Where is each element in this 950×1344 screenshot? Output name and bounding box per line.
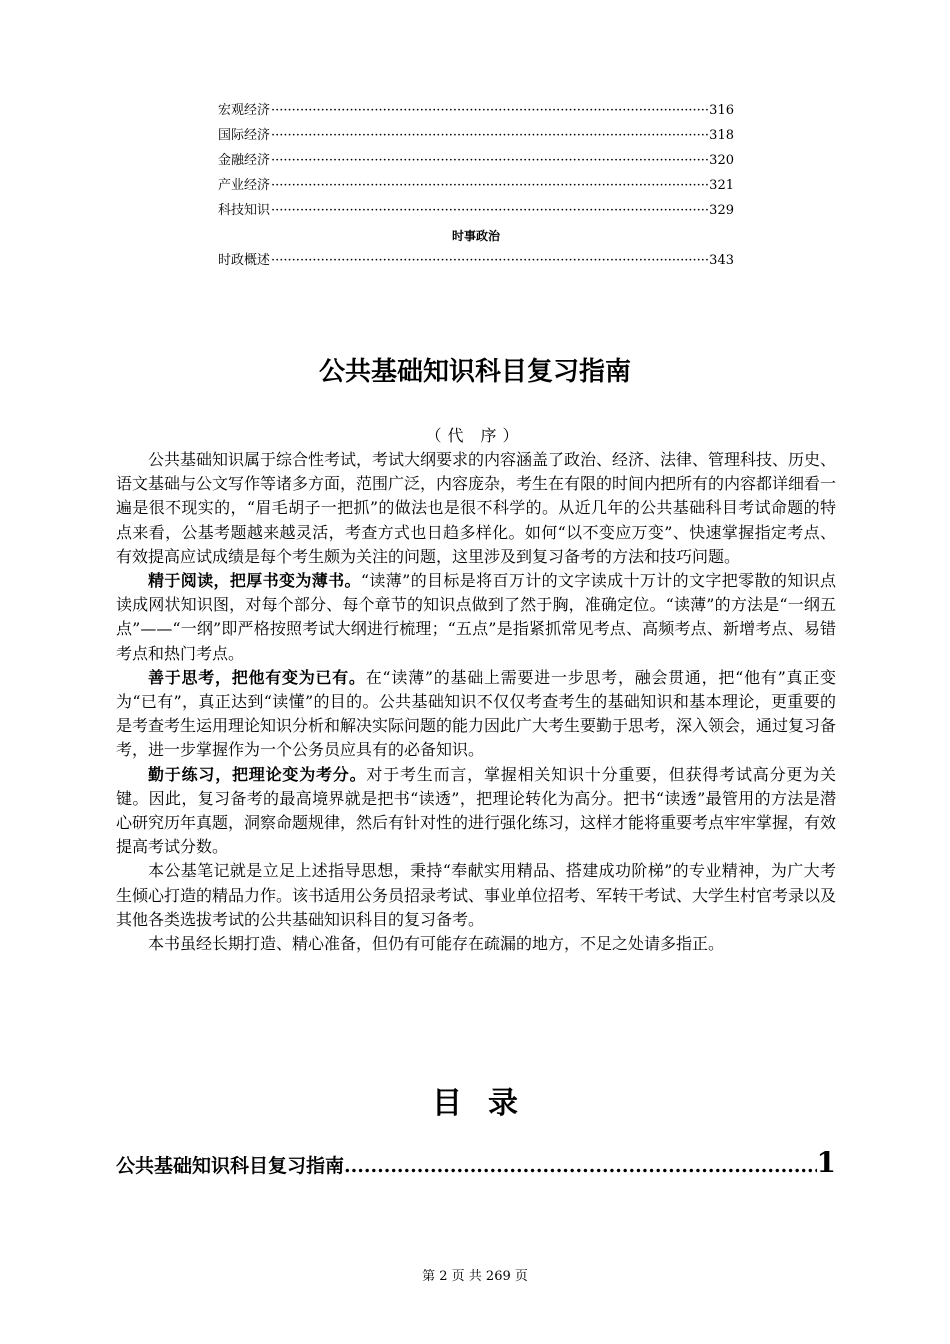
- paragraph-text: 公共基础知识属于综合性考试，考试大纲要求的内容涵盖了政治、经济、法律、管理科技、历史、语文基础与公文写作等诸多方面，范围广泛，内容庞杂，考生在有限的时间内把所有的内容都详细看一遍是很不现实的，“眉毛胡子一把抓”的做法也是很不科学的。从近几年的公共基础科目考试命题的特点来看，公基考题越来越灵活，考查方式也日趋多样化。如何“以不变应万变”、快速掌握指定考点、有效提高应试成绩是每个考生颇为关注的问题，这里涉及到复习备考的方法和技巧问题。: [116, 450, 837, 566]
- paragraph: [116, 666, 836, 763]
- toc-entry-label: 科技知识: [218, 203, 271, 218]
- toc-entry-label: 产业经济: [218, 178, 271, 193]
- toc-leader-dots: [271, 252, 708, 270]
- page-footer: 第 2 页 共 269 页: [422, 1269, 528, 1284]
- toc-entry-label: 宏观经济: [218, 103, 271, 118]
- toc-entry[interactable]: [218, 102, 734, 127]
- toc-main-page: 1: [816, 1146, 836, 1179]
- toc-entry-page: 343: [709, 253, 734, 268]
- paragraph-lead: 勤于练习，把理论变为考分。: [148, 764, 367, 784]
- toc-entry[interactable]: [218, 202, 734, 227]
- paragraph: [116, 859, 836, 932]
- toc-section-heading: 时事政治: [451, 229, 500, 243]
- page-title: 公共基础知识科目复习指南: [318, 357, 631, 387]
- paragraph-text: 对于考生而言，掌握相关知识十分重要，但获得考试高分更为关键。因此，复习备考的最高境界就是把书“读透”，把理论转化为高分。把书“读透”最管用的方法是潜心研究历年真题，洞察命题规律，然后有针对性的进行强化练习，这样才能将重要考点牢牢掌握，有效提高考试分数。: [116, 764, 837, 857]
- toc-entry[interactable]: [218, 152, 734, 177]
- toc-entry-page: 316: [709, 103, 734, 118]
- toc-leader-dots: [271, 202, 708, 220]
- toc-heading: 目录: [432, 1086, 544, 1121]
- toc-top-list: [218, 102, 734, 277]
- body-text: [116, 448, 836, 956]
- toc-main-label: 公共基础知识科目复习指南: [116, 1155, 345, 1177]
- toc-entry-label: 时政概述: [218, 253, 271, 268]
- paragraph-lead: 善于思考，把他有变为已有。: [148, 667, 366, 687]
- paragraph-lead: 精于阅读，把厚书变为薄书。: [148, 571, 361, 591]
- toc-entry-page: 321: [709, 178, 734, 193]
- toc-leader-dots: [344, 1149, 817, 1183]
- toc-entry[interactable]: [218, 127, 734, 152]
- paragraph: [116, 569, 836, 666]
- toc-entry-page: 318: [709, 128, 734, 143]
- toc-entry[interactable]: [218, 252, 734, 277]
- paragraph-text: “读薄”的目标是将百万计的文字读成十万计的文字把零散的知识点读成网状知识图，对每个部分、每个章节的知识点做到了然于胸，准确定位。“读薄”的方法是“一纲五点”——“一纲”即严格按照考试大纲进行梳理；“五点”是指紧抓常见考点、高频考点、新增考点、易错考点和热门考点。: [116, 571, 836, 663]
- paragraph: [116, 448, 836, 569]
- toc-entry-label: 国际经济: [218, 128, 271, 143]
- toc-leader-dots: [271, 177, 708, 195]
- toc-entry-page: 320: [709, 153, 734, 168]
- paragraph-text: 本书虽经长期打造、精心准备，但仍有可能存在疏漏的地方，不足之处请多指正。: [148, 934, 725, 954]
- toc-leader-dots: [271, 152, 708, 170]
- paragraph: [116, 763, 836, 860]
- paragraph-text: 本公基笔记就是立足上述指导思想，秉持“奉献实用精品、搭建成功阶梯”的专业精神，为广大考生倾心打造的精品力作。该书适用公务员招录考试、事业单位招考、军转干考试、大学生村官考录以及其他各类选拔考试的公共基础知识科目的复习备考。: [116, 861, 837, 929]
- toc-entry-label: 金融经济: [218, 153, 271, 168]
- toc-main-entry[interactable]: [116, 1146, 836, 1183]
- paragraph: [116, 932, 836, 956]
- toc-leader-dots: [271, 102, 708, 120]
- toc-entry-page: 329: [709, 203, 734, 218]
- subtitle: （代 序）: [425, 426, 525, 445]
- toc-entry[interactable]: [218, 177, 734, 202]
- toc-leader-dots: [271, 127, 708, 145]
- paragraph-text: 在“读薄”的基础上需要进一步思考，融会贯通，把“他有”真正变为“已有”，真正达到“读懂”的目的。公共基础知识不仅仅考查考生的基础知识和基本理论，更重要的是考查考生运用理论知识分析和解决实际问题的能力因此广大考生要勤于思考，深入领会，通过复习备考，进一步掌握作为一个公务员应具有的必备知识。: [116, 667, 837, 760]
